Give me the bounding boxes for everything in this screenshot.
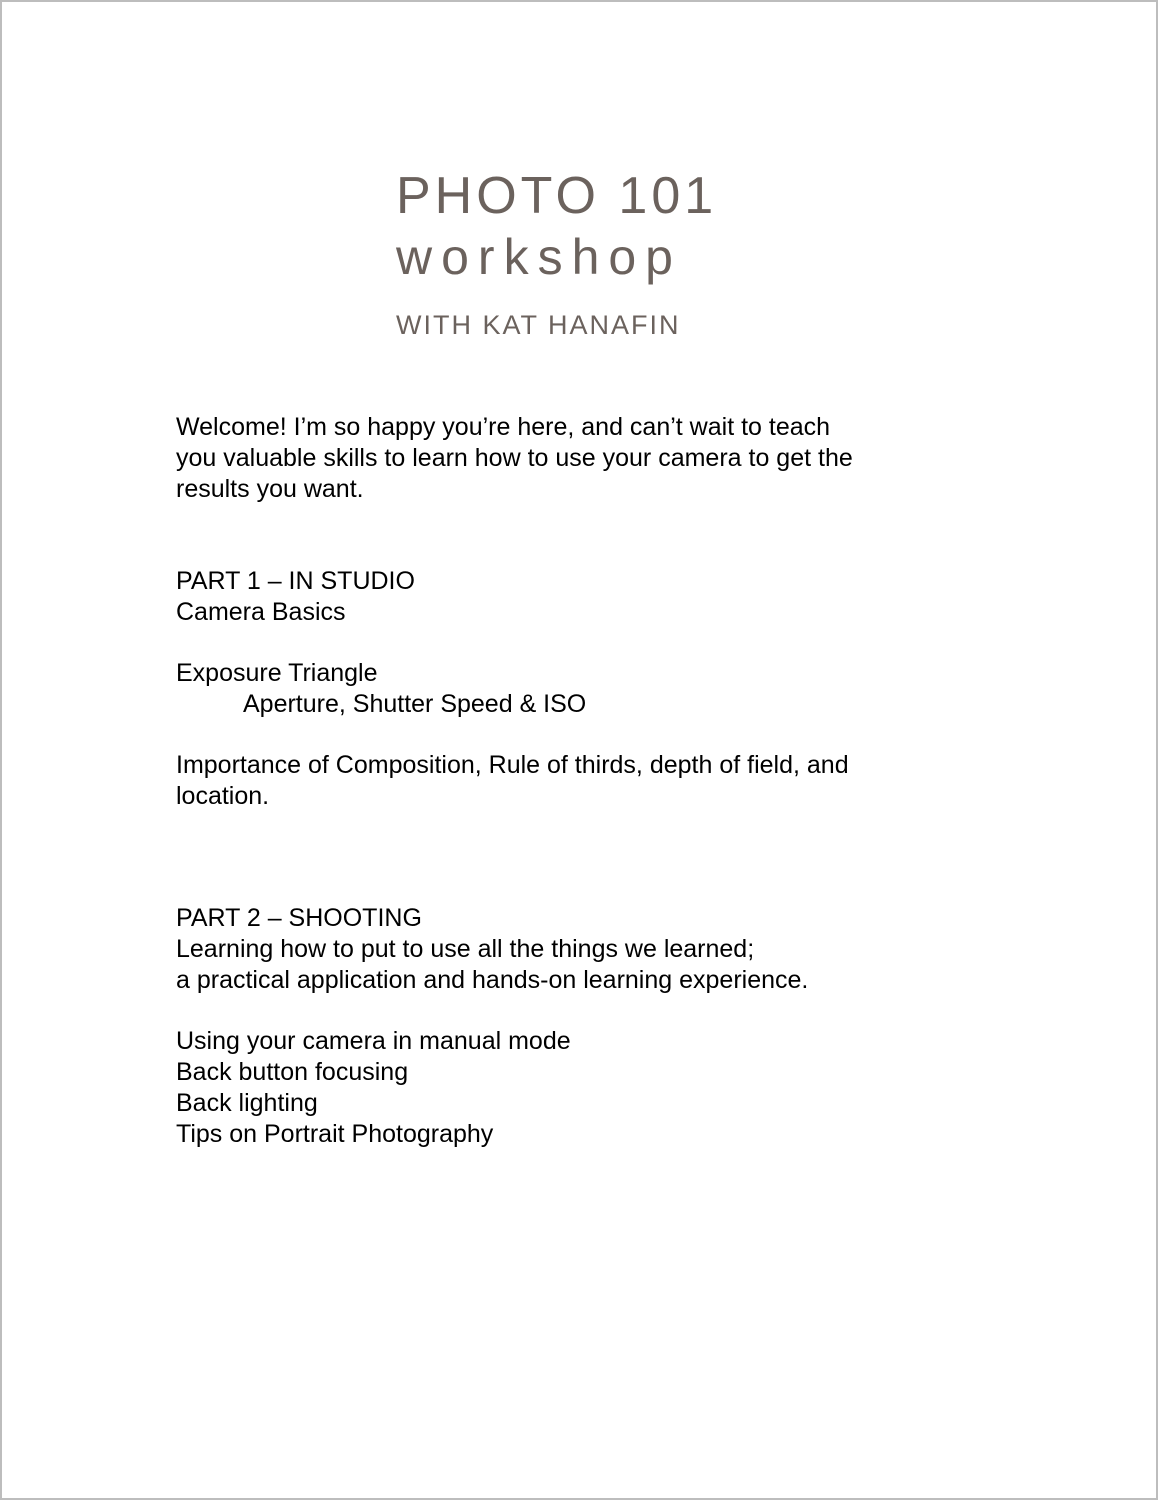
title-photo-101: PHOTO 101	[396, 167, 718, 225]
title-workshop: workshop	[396, 229, 682, 285]
part2-list-item: Using your camera in manual mode	[176, 1027, 571, 1055]
part2-description: Learning how to put to use all the things we learned;	[176, 935, 755, 963]
part2-list-item: Back button focusing	[176, 1058, 409, 1086]
spacer	[176, 505, 976, 566]
part1-item-composition-cont: location.	[176, 782, 270, 810]
intro-line: you valuable skills to learn how to use your camera to get the	[176, 444, 853, 472]
part2-list-item: Back lighting	[176, 1089, 318, 1117]
part1-item-camera-basics: Camera Basics	[176, 598, 346, 626]
part2-heading: PART 2 – SHOOTING	[176, 904, 422, 932]
part1-subitem-exposure: Aperture, Shutter Speed & ISO	[243, 690, 587, 718]
spacer	[176, 873, 976, 903]
part2-description-cont: a practical application and hands-on learning experience.	[176, 966, 809, 994]
spacer	[176, 996, 976, 1026]
part1-item-composition: Importance of Composition, Rule of thirds, depth of field, and	[176, 751, 849, 779]
spacer	[176, 812, 976, 873]
title-block	[396, 166, 736, 342]
part1-heading: PART 1 – IN STUDIO	[176, 567, 415, 595]
part2-list-item: Tips on Portrait Photography	[176, 1120, 494, 1148]
part1-item-exposure-triangle: Exposure Triangle	[176, 659, 378, 687]
spacer	[176, 720, 976, 750]
document-body	[176, 412, 976, 1150]
subtitle-with-kat-hanafin: WITH KAT HANAFIN	[396, 310, 681, 340]
spacer	[176, 628, 976, 658]
intro-line: results you want.	[176, 475, 364, 503]
intro-line: Welcome! I’m so happy you’re here, and can’t wait to teach	[176, 413, 831, 441]
